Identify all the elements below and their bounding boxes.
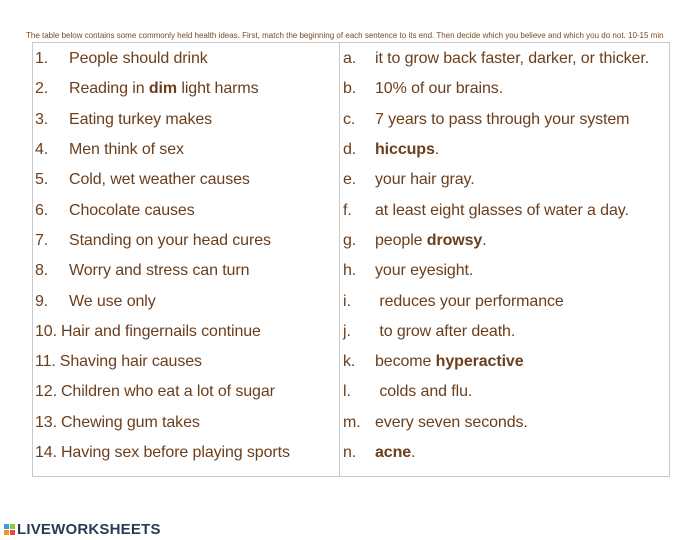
item-text: reduces your performance [375, 292, 564, 310]
sentence-beginning-row [33, 256, 339, 286]
item-number: f. [343, 201, 352, 219]
item-number: 11. [35, 353, 56, 371]
sentence-beginning-row [33, 377, 339, 407]
sentence-ending-row [340, 286, 669, 316]
item-text: Shaving hair causes [59, 353, 202, 371]
item-text: your hair gray. [375, 171, 475, 189]
item-number: m. [343, 413, 361, 431]
item-number: d. [343, 141, 357, 159]
sentence-beginning-row [33, 317, 339, 347]
item-text: Men think of sex [69, 141, 184, 159]
item-number: i. [343, 292, 351, 310]
sentence-beginning-row [33, 165, 339, 195]
item-text-end: light harms [177, 80, 259, 98]
item-text: Children who eat a lot of sugar [60, 383, 275, 401]
item-text: your eyesight. [375, 262, 474, 280]
item-text: to grow after death. [375, 322, 516, 340]
item-text: 10% of our brains. [375, 80, 504, 98]
sentence-beginning-row [33, 226, 339, 256]
sentence-ending-row [340, 135, 669, 165]
sentence-ending-row [340, 105, 669, 135]
item-number: a. [343, 50, 357, 68]
item-text: Chocolate causes [69, 201, 195, 219]
instructions-text: The table below contains some commonly held health ideas. First, match the beginning of each sentence to its end. Then decide which you believe and which you do not. 10-15 min [26, 31, 664, 40]
sentence-beginning-row [33, 105, 339, 135]
item-number: 7. [35, 231, 49, 249]
item-number: 1. [35, 50, 49, 68]
item-text: Having sex before playing sports [60, 444, 290, 462]
item-text-end: . [482, 231, 487, 249]
sentence-endings-column [340, 43, 669, 476]
sentence-ending-row [340, 165, 669, 195]
sentence-beginning-row [33, 286, 339, 316]
item-text: Chewing gum takes [60, 413, 200, 431]
item-number: n. [343, 444, 357, 462]
sentence-beginning-row [33, 408, 339, 438]
item-text: People should drink [69, 50, 208, 68]
item-number: 5. [35, 171, 49, 189]
item-number: c. [343, 110, 356, 128]
item-text: it to grow back faster, darker, or thicker. [375, 50, 650, 68]
item-number: 8. [35, 262, 49, 280]
logo-text: LIVEWORKSHEETS [17, 520, 161, 538]
item-bold-word: acne [375, 444, 412, 462]
item-text: Hair and fingernails continue [60, 322, 261, 340]
sentence-ending-row [340, 226, 669, 256]
item-text-end: . [411, 444, 416, 462]
item-number: 12. [35, 383, 57, 401]
item-number: b. [343, 80, 357, 98]
sentence-ending-row [340, 317, 669, 347]
item-number: g. [343, 231, 357, 249]
sentence-ending-row [340, 408, 669, 438]
item-number: 9. [35, 292, 49, 310]
item-text: We use only [69, 292, 156, 310]
sentence-ending-row [340, 377, 669, 407]
sentence-ending-row [340, 196, 669, 226]
item-number: 4. [35, 141, 49, 159]
item-text: Cold, wet weather causes [69, 171, 250, 189]
item-number: e. [343, 171, 357, 189]
item-number: 13. [35, 413, 57, 431]
item-bold-word: hyperactive [435, 353, 524, 371]
sentence-beginning-row [33, 44, 339, 74]
item-number: 14. [35, 444, 57, 462]
sentence-beginning-row [33, 347, 339, 377]
item-number: k. [343, 353, 356, 371]
logo-grid-icon [4, 524, 15, 535]
sentence-ending-row [340, 74, 669, 104]
item-bold-word: dim [148, 80, 178, 98]
sentence-beginning-row [33, 135, 339, 165]
item-number: 6. [35, 201, 49, 219]
item-text: every seven seconds. [375, 413, 528, 431]
item-text-end: . [434, 141, 440, 159]
item-text: Eating turkey makes [69, 110, 213, 128]
item-text: at least eight glasses of water a day. [375, 201, 629, 219]
item-number: 2. [35, 80, 49, 98]
sentence-beginning-row [33, 438, 339, 468]
sentence-ending-row [340, 44, 669, 74]
sentence-beginning-row [33, 74, 339, 104]
item-bold-word: drowsy [426, 231, 483, 249]
item-bold-word: hiccups [375, 141, 435, 159]
item-number: 10. [35, 322, 57, 340]
item-number: 3. [35, 110, 49, 128]
item-number: j. [343, 322, 351, 340]
sentence-beginnings-column [33, 43, 340, 476]
item-text: people [375, 231, 427, 249]
liveworksheets-logo [4, 520, 161, 538]
sentence-ending-row [340, 347, 669, 377]
sentence-beginning-row [33, 196, 339, 226]
item-text: Worry and stress can turn [69, 262, 250, 280]
item-text: colds and flu. [375, 383, 473, 401]
item-text: 7 years to pass through your system [375, 110, 630, 128]
matching-table [32, 42, 670, 477]
item-number: h. [343, 262, 357, 280]
item-text: become [375, 353, 436, 371]
sentence-ending-row [340, 256, 669, 286]
item-text: Standing on your head cures [69, 231, 271, 249]
item-text: Reading in [69, 80, 149, 98]
item-number: l. [343, 383, 351, 401]
sentence-ending-row [340, 438, 669, 468]
